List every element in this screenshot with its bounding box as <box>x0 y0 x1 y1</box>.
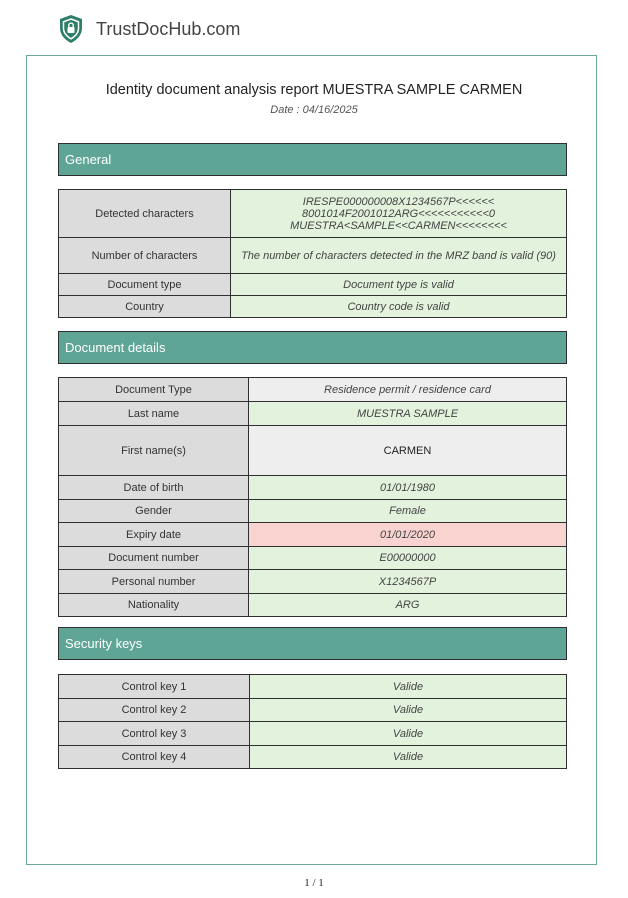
row-value: ARG <box>249 594 567 617</box>
security-table <box>58 674 567 769</box>
row-value: Document type is valid <box>231 274 567 296</box>
section-security-keys-header: Security keys <box>58 627 567 660</box>
row-label: Expiry date <box>59 523 249 547</box>
row-label: Gender <box>59 500 249 523</box>
row-label: Control key 3 <box>59 722 250 746</box>
row-label: Control key 2 <box>59 699 250 722</box>
report-date: Date : 04/16/2025 <box>270 104 358 116</box>
row-label: Number of characters <box>59 238 231 274</box>
row-value: Country code is valid <box>231 296 567 318</box>
table-row <box>59 570 567 594</box>
table-row <box>59 523 567 547</box>
row-value: MUESTRA SAMPLE <box>249 402 567 426</box>
row-value: Female <box>249 500 567 523</box>
row-value: CARMEN <box>249 426 567 476</box>
section-document-details-header: Document details <box>58 331 567 364</box>
general-table <box>58 189 567 318</box>
table-row <box>59 296 567 318</box>
row-label: Control key 4 <box>59 746 250 769</box>
section-general-header: General <box>58 143 567 176</box>
row-label: Document number <box>59 547 249 570</box>
shield-lock-icon <box>58 14 84 44</box>
row-value: 01/01/1980 <box>249 476 567 500</box>
table-row <box>59 476 567 500</box>
table-row <box>59 238 567 274</box>
row-value: Valide <box>250 746 567 769</box>
row-label: Document Type <box>59 378 249 402</box>
row-label: Last name <box>59 402 249 426</box>
row-label: Document type <box>59 274 231 296</box>
table-row <box>59 594 567 617</box>
row-label: Country <box>59 296 231 318</box>
row-label: Date of birth <box>59 476 249 500</box>
row-value: 01/01/2020 <box>249 523 567 547</box>
details-table <box>58 377 567 617</box>
row-value: E00000000 <box>249 547 567 570</box>
row-label: Personal number <box>59 570 249 594</box>
row-value: Valide <box>250 675 567 699</box>
table-row <box>59 547 567 570</box>
row-label: Detected characters <box>59 190 231 238</box>
table-row <box>59 402 567 426</box>
row-value: Residence permit / residence card <box>249 378 567 402</box>
row-value: The number of characters detected in the MRZ band is valid (90) <box>231 238 567 274</box>
mrz-line-2: 8001014F2001012ARG<<<<<<<<<<<0 <box>302 207 495 220</box>
table-row <box>59 190 567 238</box>
table-row <box>59 699 567 722</box>
table-row <box>59 500 567 523</box>
report-title: Identity document analysis report MUESTRA SAMPLE CARMEN <box>105 82 523 98</box>
mrz-line-3: MUESTRA<SAMPLE<<CARMEN<<<<<<<< <box>290 219 507 232</box>
table-row <box>59 378 567 402</box>
table-row <box>59 722 567 746</box>
page-number: 1 / 1 <box>304 877 324 889</box>
row-label: First name(s) <box>59 426 249 476</box>
row-label: Nationality <box>59 594 249 617</box>
table-row <box>59 746 567 769</box>
row-value: Valide <box>250 699 567 722</box>
brand-header[interactable] <box>58 14 240 44</box>
row-value: Valide <box>250 722 567 746</box>
table-row <box>59 675 567 699</box>
mrz-line-1: IRESPE000000008X1234567P<<<<<< <box>302 195 495 208</box>
row-label: Control key 1 <box>59 675 250 699</box>
row-value: X1234567P <box>249 570 567 594</box>
mrz-lines <box>231 190 567 238</box>
brand-name: TrustDocHub.com <box>96 18 241 39</box>
table-row <box>59 274 567 296</box>
table-row <box>59 426 567 476</box>
